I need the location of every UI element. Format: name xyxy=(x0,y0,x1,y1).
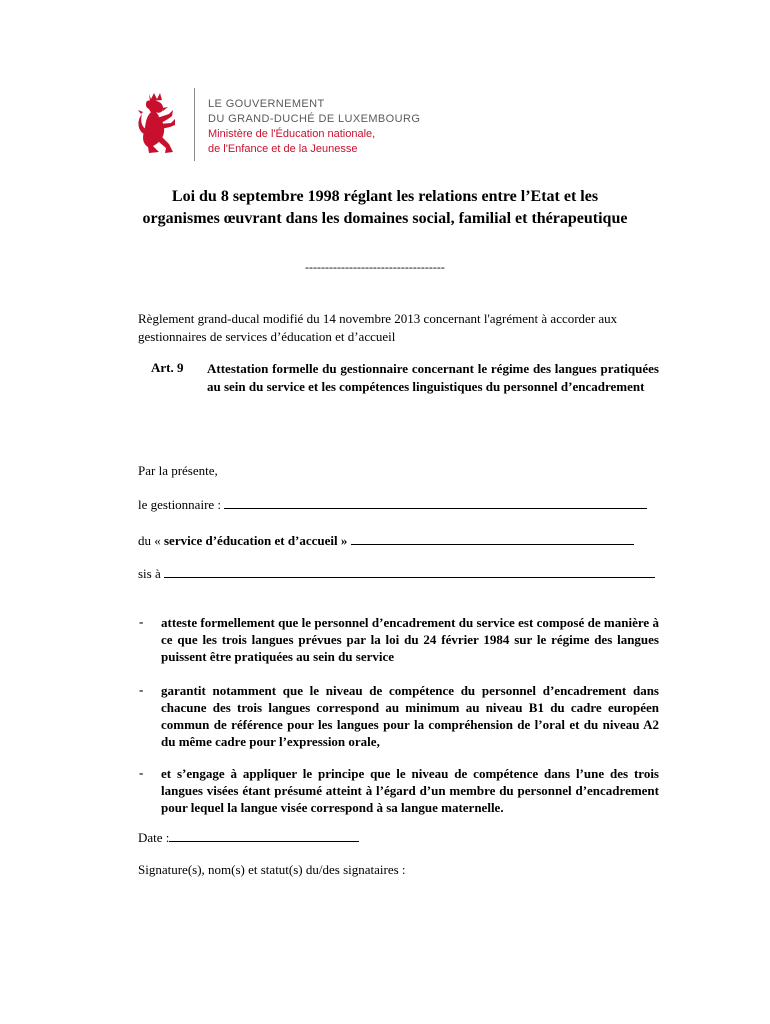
date-label: Date : xyxy=(138,830,170,845)
intro-text: Par la présente, xyxy=(138,463,218,478)
document-title xyxy=(120,186,650,230)
gestionnaire-line xyxy=(138,497,647,513)
ministry-line-1: Ministère de l'Éducation nationale, xyxy=(208,128,376,140)
title-line-2: organismes œuvrant dans les domaines social, familial et thérapeutique xyxy=(142,210,628,227)
gov-line-1: LE GOUVERNEMENT xyxy=(208,98,325,110)
service-prefix: du « xyxy=(138,533,164,548)
address-field[interactable] xyxy=(164,566,655,578)
bullet-text-2: garantit notamment que le niveau de compétence du personnel d’encadrement dans chacune des trois langues correspond au minimum au niveau B1 du cadre européen commun de référence pour les langues pour la compréhension de l’oral et du niveau A2 du même cadre pour l’expression orale, xyxy=(161,683,659,749)
government-name xyxy=(208,97,420,157)
bullet-text-3: et s’engage à appliquer le principe que le niveau de compétence dans l’une des trois langues visées étant présumé atteint à l’égard d’un membre du personnel d’encadrement pour lequel la langue visée correspond à sa langue maternelle. xyxy=(161,766,659,815)
ministry-line-2: de l'Enfance et de la Jeunesse xyxy=(208,143,358,155)
bullet-text-1: atteste formellement que le personnel d’encadrement du service est composé de manière à ce que les trois langues prévues par la loi du 24 février 1984 sur le régime des langues puissent être pratiquées au sein du service xyxy=(161,615,659,664)
service-line xyxy=(138,533,634,549)
article-title: Attestation formelle du gestionnaire concernant le régime des langues pratiquées au sein du service et les compétences linguistiques du personnel d’encadrement xyxy=(207,361,659,394)
separator: ----------------------------------- xyxy=(305,260,445,274)
government-logo xyxy=(135,88,435,168)
service-field[interactable] xyxy=(351,533,634,545)
sis-line xyxy=(138,566,655,582)
gestionnaire-label: le gestionnaire : xyxy=(138,497,225,512)
service-suffix: » xyxy=(337,533,351,548)
date-field[interactable] xyxy=(169,830,359,842)
bullet-dash-2: - xyxy=(139,682,144,697)
bullet-dash-3: - xyxy=(139,765,144,780)
sis-label: sis à xyxy=(138,566,164,581)
logo-divider xyxy=(194,88,195,161)
service-label: service d’éducation et d’accueil xyxy=(164,533,338,548)
title-line-1: Loi du 8 septembre 1998 réglant les relations entre l’Etat et les xyxy=(171,188,599,205)
gestionnaire-field[interactable] xyxy=(224,497,647,509)
signature-label: Signature(s), nom(s) et statut(s) du/des signataires : xyxy=(138,862,406,877)
reglement-reference: Règlement grand-ducal modifié du 14 novembre 2013 concernant l'agrément à accorder aux gestionnaires de services d’éducation et d’accueil xyxy=(138,311,618,344)
date-line xyxy=(138,830,359,846)
lion-rampant-icon xyxy=(135,92,183,156)
article-number: Art. 9 xyxy=(151,360,184,375)
bullet-dash-1: - xyxy=(139,614,144,629)
gov-line-2: DU GRAND-DUCHÉ DE LUXEMBOURG xyxy=(208,113,421,125)
